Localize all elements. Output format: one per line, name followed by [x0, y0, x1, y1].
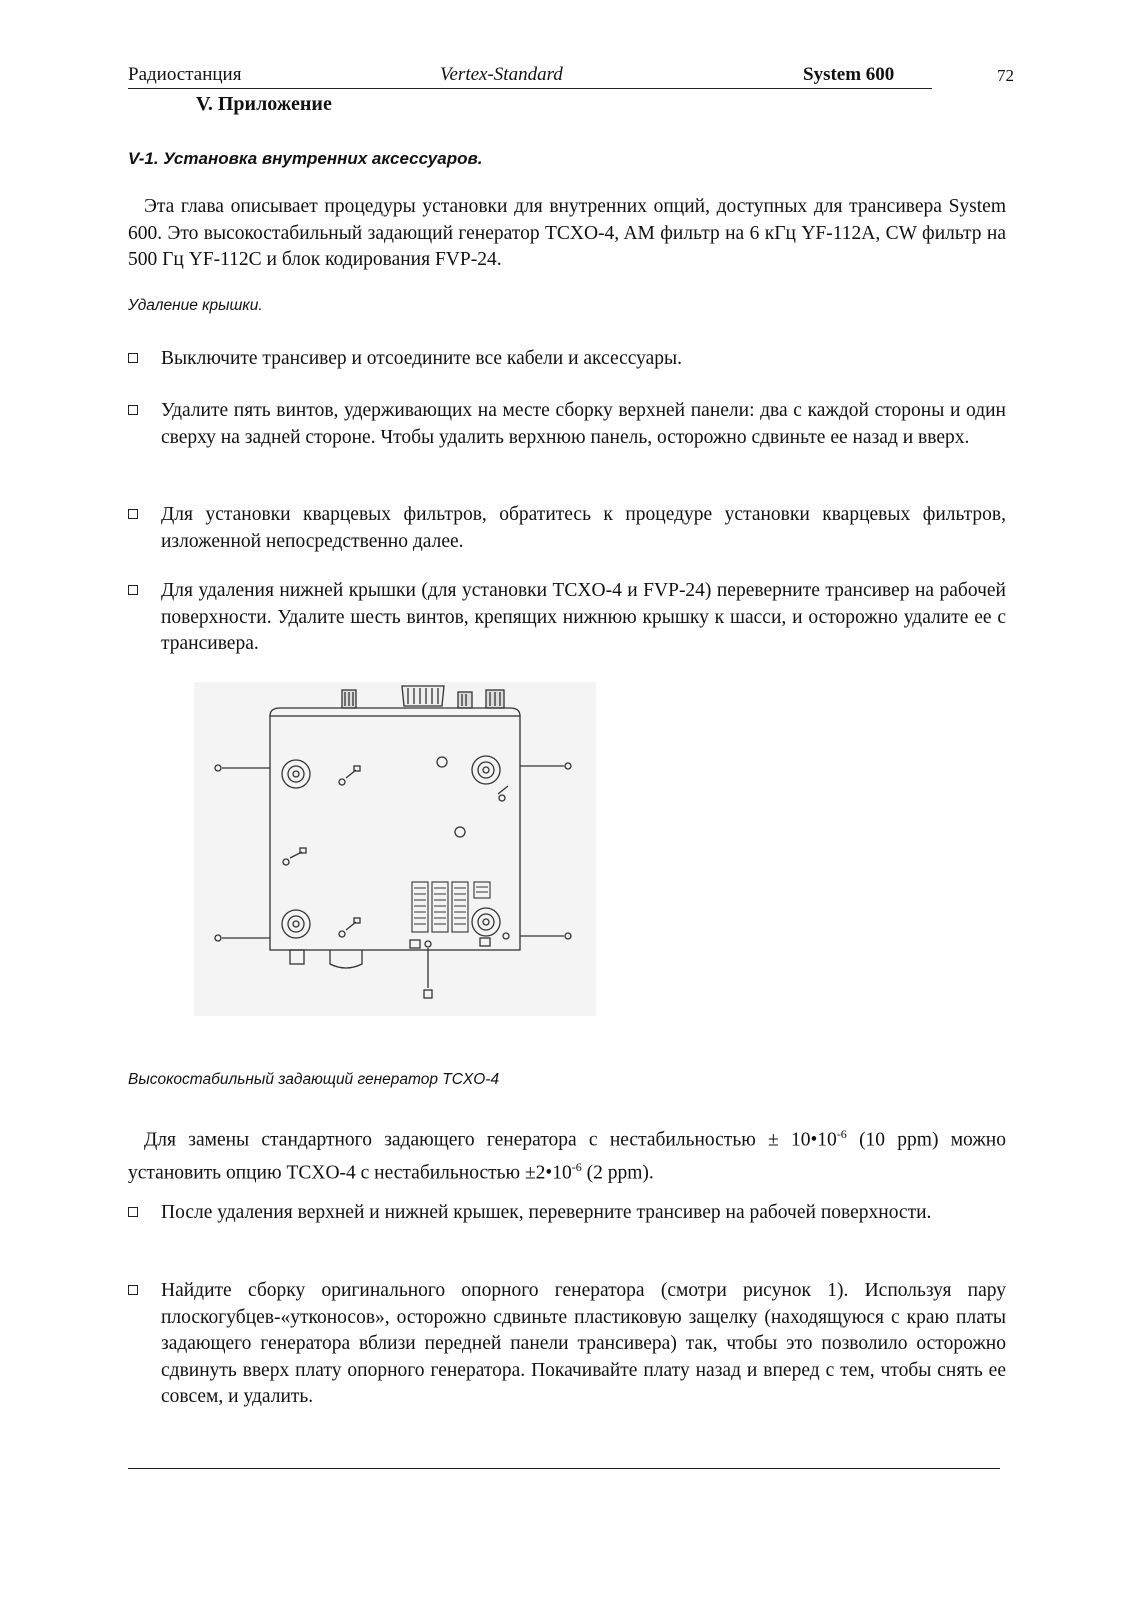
- cover-removal-title: Удаление крышки.: [128, 297, 263, 314]
- checkbox-bullet-icon: [128, 509, 138, 519]
- checkbox-bullet-icon: [128, 405, 138, 415]
- list-item-text: Найдите сборку оригинального опорного генератора (смотри рисунок 1). Используя пару плоскогубцев-«утконосов», осторожно сдвиньте пластиковую защелку (находящуюся с краю платы задающего генератора вблизи передней панели трансивера) так, чтобы это позволило осторожно сдвинуть вверх плату опорного генератора. Покачивайте плату назад и вперед с тем, чтобы снять ее совсем, и удалить.: [161, 1280, 1006, 1407]
- header-right: System 600: [803, 64, 895, 85]
- checkbox-bullet-icon: [128, 585, 138, 595]
- list-item-text: Удалите пять винтов, удерживающих на месте сборку верхней панели: два с каждой стороны и один сверху на задней стороне. Чтобы удалить верхнюю панель, осторожно сдвиньте ее назад и вверх.: [161, 400, 1006, 448]
- footer-divider: [128, 1468, 1000, 1469]
- checkbox-bullet-icon: [128, 1285, 138, 1295]
- page-header: [128, 62, 932, 89]
- tcxo-title: Высокостабильный задающий генератор TCXO-4: [128, 1071, 500, 1088]
- checkbox-bullet-icon: [128, 1207, 138, 1217]
- page-number: 72: [997, 66, 1014, 85]
- tcxo-paragraph: Для замены стандартного задающего генератора с нестабильностью ± $10•10^{-6}$ (10 ppm) можно установить опцию TCXO-4 с нестабильностью $\pm 2•10^{-6}$ (2 ppm).: [128, 1127, 1006, 1184]
- list-item-text: Для удаления нижней крышки (для установки TCXO-4 и FVP-24) переверните трансивер на рабочей поверхности. Удалите шесть винтов, крепящих нижнюю крышку к шасси, и осторожно удалите ее с трансивера.: [161, 580, 1006, 654]
- appendix-title: V. Приложение: [196, 93, 332, 115]
- list-item-text: Выключите трансивер и отсоедините все кабели и аксессуары.: [161, 348, 683, 369]
- section-title: V-1. Установка внутренних аксессуаров.: [128, 149, 483, 168]
- checkbox-bullet-icon: [128, 353, 138, 363]
- header-middle: Vertex-Standard: [440, 64, 563, 85]
- transceiver-bottom-figure: [194, 682, 596, 1016]
- list-item-text: После удаления верхней и нижней крышек, переверните трансивер на рабочей поверхности.: [161, 1202, 932, 1223]
- header-left: Радиостанция: [128, 64, 242, 85]
- intro-paragraph: Эта глава описывает процедуры установки для внутренних опций, доступных для трансивера System 600. Это высокостабильный задающий генератор TCXO-4, AM фильтр на 6 кГц YF-112A, CW фильтр на 500 Гц YF-112C и блок кодирования FVP-24.: [128, 196, 1006, 270]
- list-item-text: Для установки кварцевых фильтров, обратитесь к процедуре установки кварцевых фильтров, изложенной непосредственно далее.: [161, 504, 1006, 552]
